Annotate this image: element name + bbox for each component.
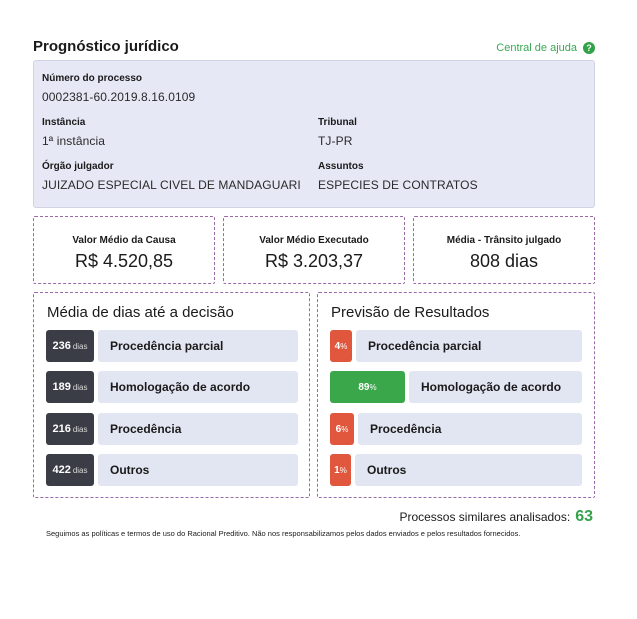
instance-label: Instância [42,117,86,128]
days-row-label: Homologação de acordo [98,371,298,403]
stat-label: Valor Médio da Causa [72,235,176,246]
stat-average-executed [223,216,405,284]
organ-value: JUIZADO ESPECIAL CIVEL DE MANDAGUARI [42,178,301,192]
process-number-value: 0002381-60.2019.8.16.0109 [42,90,196,104]
stat-value: 808 dias [469,251,539,271]
days-unit: dias [72,465,88,475]
percent-sign: % [369,382,377,392]
percent-number: 4 [334,340,341,352]
percent-sign: % [340,341,348,351]
stat-label: Média - Trânsito julgado [446,235,562,246]
forecast-row-label: Procedência parcial [356,330,582,362]
forecast-panel-title: Previsão de Resultados [331,304,490,321]
days-row [46,330,298,362]
days-number: 189 [52,381,71,393]
days-unit: dias [72,341,88,351]
days-number: 422 [52,464,71,476]
forecast-row-label: Outros [355,454,582,486]
stat-label: Valor Médio Executado [259,235,369,246]
days-number: 236 [52,340,71,352]
days-badge [46,330,94,362]
forecast-row [330,413,582,445]
process-info-card [33,60,595,208]
percent-badge [330,454,351,486]
help-center-link[interactable] [496,42,595,54]
percent-sign: % [339,465,347,475]
court-label: Tribunal [318,117,357,128]
question-icon[interactable]: ? [583,42,595,54]
instance-value: 1ª instância [42,134,106,148]
days-unit: dias [72,424,88,434]
similar-count: 63 [575,508,593,525]
results-forecast-panel [317,292,595,498]
similar-label: Processos similares analisados: [399,510,571,524]
days-row-label: Procedência parcial [98,330,298,362]
help-center-label[interactable]: Central de ajuda [496,42,577,54]
similar-processes [399,508,593,526]
percent-badge [330,413,354,445]
subjects-value: ESPECIES DE CONTRATOS [318,178,478,192]
page-title: Prognóstico jurídico [33,38,179,55]
stat-average-claim [33,216,215,284]
percent-badge [330,371,405,403]
stat-average-transit [413,216,595,284]
forecast-row [330,454,582,486]
stat-value: R$ 3.203,37 [264,251,364,271]
percent-number: 89 [358,381,370,393]
percent-badge [330,330,352,362]
disclaimer-text: Seguimos as políticas e termos de uso do Racional Preditivo. Não nos responsabilizamos pelos dados enviados e pelos resultados fornecidos. [46,529,521,538]
stat-value: R$ 4.520,85 [74,251,174,271]
days-row [46,454,298,486]
forecast-row-label: Homologação de acordo [409,371,582,403]
forecast-row [330,371,582,403]
subjects-label: Assuntos [318,161,364,172]
days-badge [46,371,94,403]
percent-number: 6 [335,423,342,435]
days-row [46,371,298,403]
days-badge [46,413,94,445]
percent-sign: % [341,424,349,434]
court-value: TJ-PR [318,134,353,148]
days-number: 216 [52,423,71,435]
forecast-row-label: Procedência [358,413,582,445]
days-unit: dias [72,382,88,392]
days-row [46,413,298,445]
days-row-label: Procedência [98,413,298,445]
days-panel-title: Média de dias até a decisão [47,304,234,321]
days-badge [46,454,94,486]
forecast-row [330,330,582,362]
days-to-decision-panel [33,292,310,498]
days-row-label: Outros [98,454,298,486]
organ-label: Órgão julgador [42,161,114,172]
process-number-label: Número do processo [42,73,143,84]
percent-number: 1 [334,464,340,476]
